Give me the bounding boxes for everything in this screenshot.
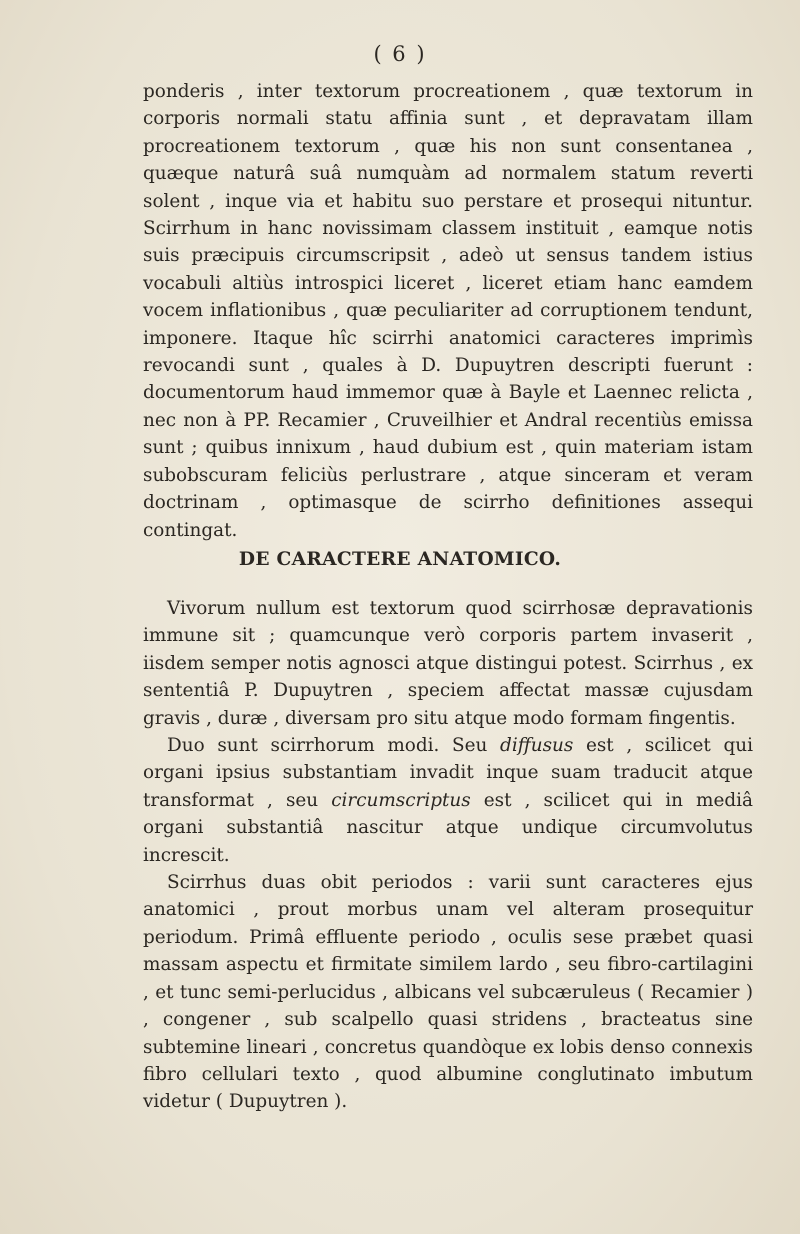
- intro-paragraph-block: [143, 78, 753, 544]
- paragraph-duo-sunt: [143, 732, 753, 869]
- page-number: ( 6 ): [373, 42, 427, 66]
- term-circumscriptus: circumscriptus: [331, 789, 471, 811]
- section-heading: DE CARACTERE ANATOMICO.: [238, 549, 562, 570]
- paragraph-vivorum: Vivorum nullum est textorum quod scirrhosæ depravationis immune sit ; quamcunque verò corporis partem invaserit , iisdem semper notis agnosci atque distingui potest. Scirrhus , ex sententiâ P. Dupuytren , speciem affectat massæ cujusdam gravis , duræ , diversam pro situ atque modo formam fingentis.: [143, 598, 753, 729]
- intro-paragraph: ponderis , inter textorum procreationem , quæ textorum in corporis normali statu affinia sunt , et depravatam illam procreationem textorum , quæ his non sunt consentanea , quæque naturâ suâ numquàm ad normalem statum reverti solent , inque via et habitu suo perstare et prosequi nituntur. Scirrhum in hanc novissimam classem instituit , eamque notis suis præcipuis circumscripsit , adeò ut sensus tandem istius vocabuli altiùs introspici liceret , liceret etiam hanc eamdem vocem inflationibus , quæ peculiariter ad corruptionem tendunt, imponere. Itaque hîc scirrhi anatomici caracteres imprimìs revocandi sunt , quales à D. Dupuytren descripti fuerunt : documentorum haud immemor quæ à Bayle et Laennec relicta , nec non à PP. Recamier , Cruveilhier et Andral recentiùs emissa sunt ; quibus innixum , haud dubium est , quin materiam istam subobscuram feliciùs perlustrare , atque sinceram et veram doctrinam , optimasque de scirrho definitiones assequi contingat.: [143, 81, 753, 541]
- paragraph-duo-sunt-part3: est , scilicet qui in mediâ organi substantiâ nascitur atque undique circumvolutus increscit.: [143, 789, 753, 866]
- section-body: [143, 595, 753, 1116]
- term-diffusus: diffusus: [500, 735, 574, 757]
- paragraph-scirrhus-duas: Scirrhus duas obit periodos : varii sunt caracteres ejus anatomici , prout morbus unam vel alteram prosequitur periodum. Primâ effluente periodo , oculis sese præbet quasi massam aspectu et firmitate similem lardo , seu fibro-cartilagini , et tunc semi-perlucidus , albicans vel subcæruleus ( Recamier ) , congener , sub scalpello quasi stridens , bracteatus sine subtemine lineari , concretus quandòque ex lobis denso connexis fibro cellulari texto , quod albumine conglutinato imbutum videtur ( Dupuytren ).: [143, 872, 753, 1113]
- paragraph-duo-sunt-part2: est , scilicet qui organi ipsius substantiam invadit inque suam traducit atque transformat , seu: [143, 735, 753, 811]
- paragraph-duo-sunt-part1: Duo sunt scirrhorum modi. Seu: [167, 735, 501, 757]
